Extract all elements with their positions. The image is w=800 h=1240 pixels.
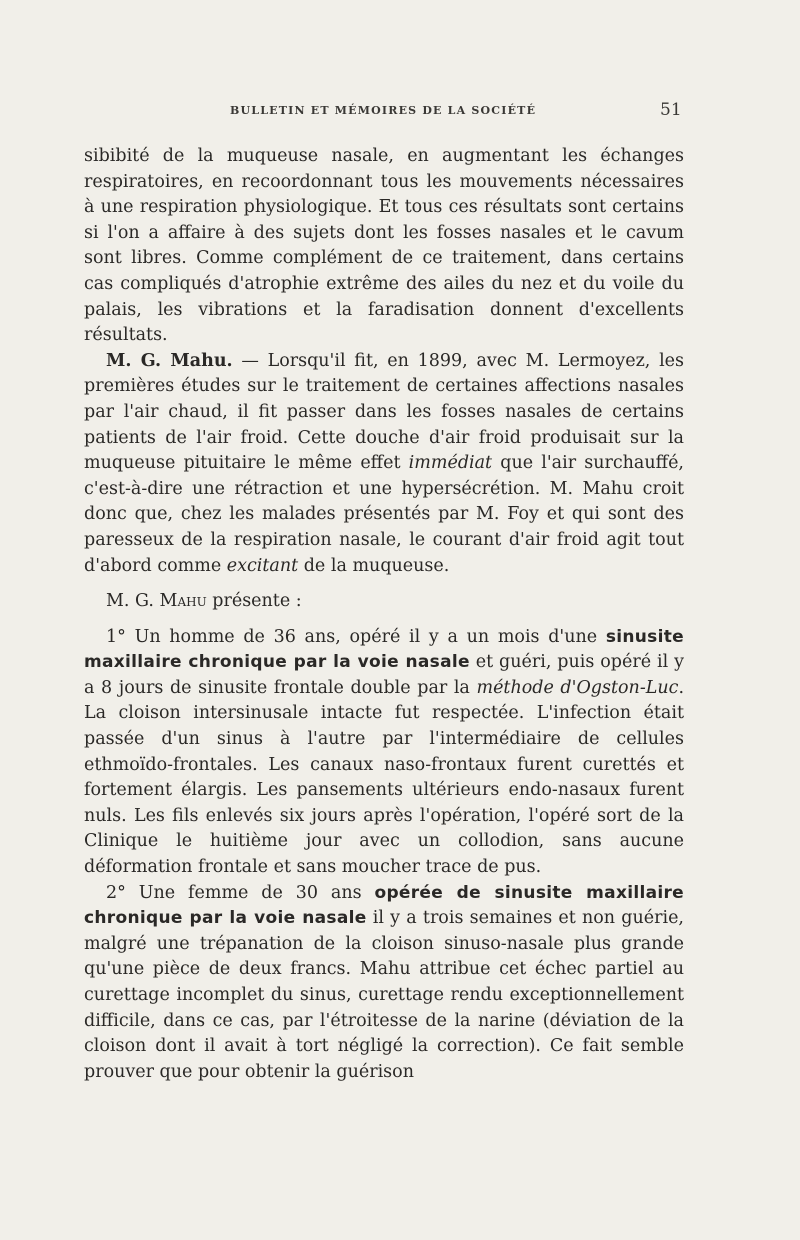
paragraph-text: Un homme de 36 ans, opéré il y a un mois d'une [134, 626, 606, 647]
paragraph-text: . La cloison intersinusale intacte fut respectée. L'infection était passée d'un sinus à l'autre par l'intermédiaire de cellules ethmoïdo-frontales. Les canaux naso-frontaux furent curettés et fortement élargis. Les pansements ultérieurs endo-nasaux furent nuls. Les fils enlevés six jours après l'opération, l'opéré sort de la Clinique le huitième jour avec un collodion, sans aucune déformation frontale et sans moucher trace de pus. [84, 677, 685, 878]
body-text [84, 144, 684, 1085]
speaker-name: M. G. Mahu. [106, 350, 233, 371]
paragraph-text: que l'air surchauffé, c'est-à-dire une rétraction et une hypersécrétion. M. Mahu croit donc que, chez les malades présentés par M. Foy et qui sont des paresseux de la respiration nasale, le courant d'air froid agit tout d'abord comme [84, 453, 684, 576]
paragraph-text: présente : [206, 591, 302, 612]
running-title: BULLETIN ET MÉMOIRES DE LA SOCIÉTÉ [230, 104, 537, 117]
speaker-prefix: M. G. [106, 591, 160, 612]
paragraph-text: de la muqueuse. [298, 555, 450, 576]
paragraph-text: il y a trois semaines et non guérie, malgré une trépanation de la cloison sinuso-nasale plus grande qu'une pièce de deux francs. Mahu attribue cet échec partiel au curettage incomplet du sinus, curettage rendu exceptionnellement difficile, dans ce cas, par l'étroitesse de la narine (déviation de la cloison dont il avait à tort négligé la correction). Ce fait semble prouver que pour obtenir la guérison [84, 908, 684, 1082]
paragraph-presents [84, 589, 684, 615]
paragraph-text: sibibité de la muqueuse nasale, en augmentant les échanges respiratoires, en recoordonnant tous les mouvements nécessaires à une respiration physiologique. Et tous ces résultats sont certains si l'on a affaire à des sujets dont les fosses nasales et le cavum sont libres. Comme complément de ce traitement, dans certains cas compliqués d'atrophie extrême des ailes du nez et du voile du palais, les vibrations et la faradisation donnent d'excellents résultats. [84, 146, 684, 346]
italic-method: méthode d'Ogston-Luc [476, 677, 679, 698]
paragraph-case-1 [84, 625, 684, 881]
paragraph-text: et guéri, puis opéré il y a 8 jours de sinusite frontale double par la [84, 652, 684, 698]
italic-term: excitant [226, 555, 299, 576]
paragraph-mahu-remark [84, 349, 684, 579]
italic-term: immédiat [408, 453, 493, 474]
paragraph-continuation [84, 144, 684, 349]
page-header [0, 100, 800, 126]
speaker-name: Mahu [159, 591, 207, 612]
paragraph-text: — Lorsqu'il fit, en 1899, avec M. Lermoyez, les premières études sur le traitement de certaines affections nasales par l'air chaud, il fit passer dans les fosses nasales de certains patients de l'air froid. Cette douche d'air froid produisait sur la muqueuse pituitaire le même effet [84, 350, 685, 474]
paragraph-case-2 [84, 881, 684, 1086]
page-number: 51 [660, 100, 682, 120]
case-number: 2° [106, 882, 139, 903]
bold-diagnosis: opérée de sinusite maxillaire chronique par la voie nasale [84, 882, 684, 929]
paragraph-text: Une femme de 30 ans [138, 882, 375, 903]
case-number: 1° [106, 626, 135, 647]
bold-diagnosis: sinusite maxillaire chronique par la voie nasale [84, 626, 684, 673]
